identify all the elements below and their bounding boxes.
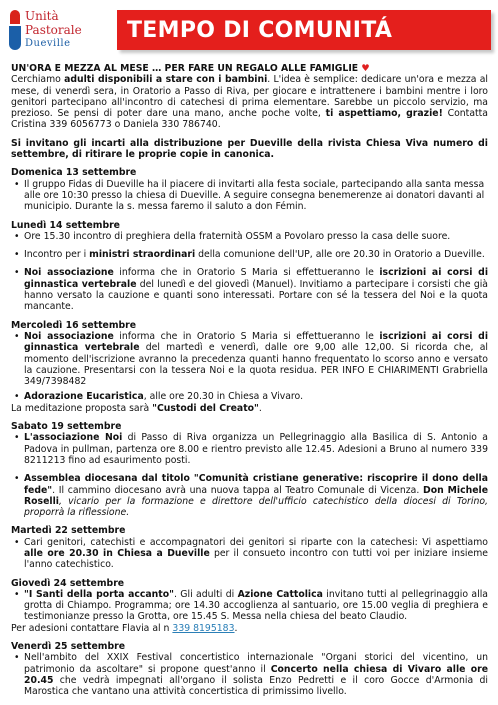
day-title: Giovedì 24 settembre <box>11 577 125 589</box>
day-title: Lunedì 14 settembre <box>11 219 120 231</box>
logo-line2: Pastorale <box>25 23 82 37</box>
day-title: Mercoledì 16 settembre <box>11 319 137 331</box>
distribution-notice: Si invitano gli incarti alla distribuzione per Dueville della rivista Chiesa Viva numero di settembre, di ritirare le proprie copie in canonica. <box>11 137 488 161</box>
bulletin-content <box>11 63 488 698</box>
day-title: Domenica 13 settembre <box>11 167 137 179</box>
day-section-13 <box>11 167 488 212</box>
list-item: • Ore 15.30 incontro di preghiera della fraternità OSSM a Povolaro presso la casa delle suore. <box>11 231 488 242</box>
day-section-25 <box>11 641 488 697</box>
volunteer-section <box>11 63 488 131</box>
meditation-note: La meditazione proposta sarà "Custodi del Creato". <box>11 402 262 414</box>
volunteer-text: Cerchiamo adulti disponibili a stare con i bambini. L'idea è semplice: dedicare un'ora e mezza al mese, di venerdì sera, in Oratorio a Passo di Riva, per giocare e intrattenere i bambini mentre i loro genitori partecipano all'incontro di catechesi di prima elementare. Sarebbe un piccolo servizio, ma prezioso. Se pensi di poter dare una mano, anche poche volte, ti aspettiamo, grazie! Contatta Cristina 339 6056773 o Daniela 330 786740. <box>11 74 489 131</box>
page-title: TEMPO DI COMUNITÁ <box>127 17 393 43</box>
logo-mark-icon <box>8 10 22 50</box>
list-item: • Assemblea diocesana dal titolo "Comunità cristiane generative: riscoprire il dono della fede". Il cammino diocesano avrà una nuova tappa al Teatro Comunale di Vicenza. Don Michele Roselli, vicario per la formazione e direttore dell'ufficio catechistico della diocesi di Torino, proporrà la riflessione. <box>11 473 488 518</box>
heart-icon: ♥ <box>361 63 370 74</box>
list-item: • Cari genitori, catechisti e accompagnatori dei genitori si riparte con la catechesi: Vi aspettiamo alle ore 20.30 in Chiesa a Dueville per il consueto incontro con tutti voi per iniziare insieme l'anno catechistico. <box>11 537 488 571</box>
list-item: • "I Santi della porta accanto". Gli adulti di Azione Cattolica invitano tutti al pellegrinaggio alla grotta di Chiampo. Programma; ore 14.30 accoglienza al santuario, ore 15.00 veglia di preghiera e testimonianze presso la Grotta, ore 15.45 S. Messa nella chiesa del beato Claudio. <box>11 589 488 623</box>
parish-logo <box>8 8 108 54</box>
day-section-19 <box>11 421 488 518</box>
list-item: • Noi associazione informa che in Oratorio S Maria si effettueranno le iscrizioni ai corsi di ginnastica vertebrale del martedì e venerdì, dalle ore 9,00 alle 12,00. Si ricorda che, al momento dell'iscrizione avranno la precedenza quanti hanno frequentato lo scorso anno e versato la cauzione. Presentarsi con la tessera Noi e la quota residua. PER INFO E CHIARIMENTI Grabriella 349/7398482 <box>11 331 488 387</box>
volunteer-title: UN'ORA E MEZZA AL MESE … PER FARE UN REGALO ALLE FAMIGLIE ♥ <box>11 63 370 74</box>
list-item: • Adorazione Eucaristica, alle ore 20.30 in Chiesa a Vivaro. <box>11 391 488 402</box>
day-section-24 <box>11 578 488 634</box>
day-title: Venerdì 25 settembre <box>11 641 126 653</box>
list-item: • Nell'ambito del XXIX Festival concertistico internazionale "Organi storici del vicentino, un patrimonio da ascoltare" si propone quest'anno il Concerto nella chiesa di Vivaro alle ore 20.45 che vedrà impegnati all'organo il solista Enzo Pedretti e il coro Gocce d'Armonia di Marostica che vantano una attività concertistica di primissimo livello. <box>11 652 488 697</box>
contact-line: Per adesioni contattare Flavia al n 339 8195183. <box>11 622 238 634</box>
phone-link[interactable]: 339 8195183 <box>172 622 235 634</box>
day-section-22 <box>11 525 488 570</box>
page-title-banner <box>117 10 491 50</box>
day-section-16 <box>11 320 488 414</box>
day-section-14 <box>11 220 488 313</box>
logo-line1: Unità <box>25 9 59 23</box>
list-item: • L'associazione Noi di Passo di Riva organizza un Pellegrinaggio alla Basilica di S. Antonio a Padova in pullman, partenza ore 8.00 e rientro previsto alle 12.45. Adesioni a Bruno al numero 339 8211213 fino ad esaurimento posti. <box>11 432 488 466</box>
day-title: Martedì 22 settembre <box>11 525 126 537</box>
day-title: Sabato 19 settembre <box>11 421 122 433</box>
list-item: • Noi associazione informa che in Oratorio S Maria si effettueranno le iscrizioni ai corsi di ginnastica vertebrale del lunedì e del giovedì (Manuel). Invitiamo a partecipare i corsisti che già hanno versato la cauzione e quanti sono interessati. Portare con sé la tessera del Noi e la quota mancante. <box>11 267 488 312</box>
list-item: • Il gruppo Fidas di Dueville ha il piacere di invitarti alla festa sociale, partecipando alla santa messa alle ore 10:30 presso la chiesa di Dueville. A seguire consegna benemerenze ai donatori davanti al municipio. Durante la s. messa faremo il saluto a don Fémin. <box>11 179 488 213</box>
header <box>0 0 498 62</box>
logo-line3: Dueville <box>25 38 71 49</box>
list-item: • Incontro per i ministri straordinari della comunione dell'UP, alle ore 20.30 in Oratorio a Dueville. <box>11 249 488 260</box>
